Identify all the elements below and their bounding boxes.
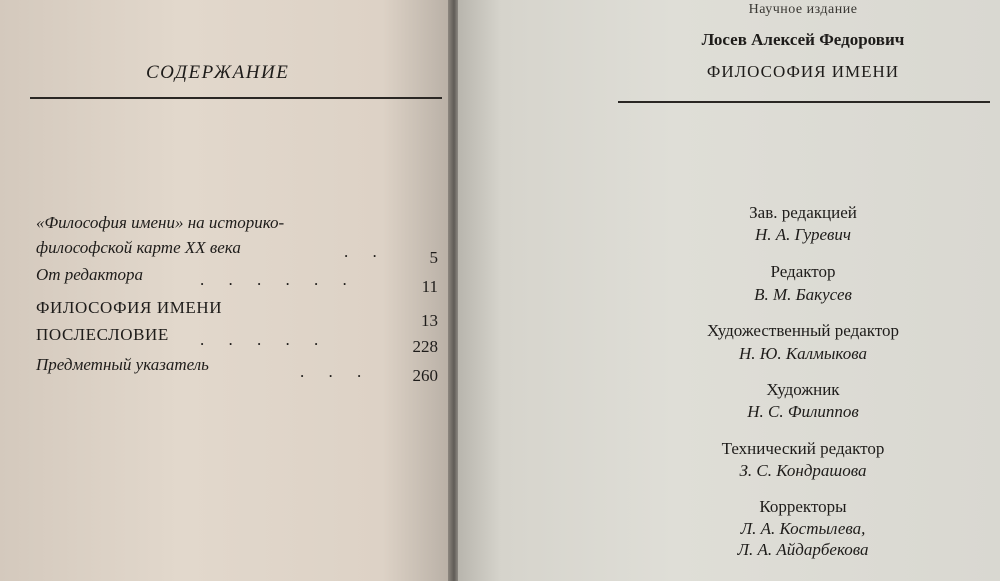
credit-name-head-of-editorial: Н. А. Гуревич [755, 225, 851, 244]
credit-role-art-editor: Художественный редактор [706, 321, 900, 340]
credit-role-artist: Художник [766, 380, 840, 399]
toc-page-4: 228 [412, 337, 438, 356]
toc-entry-5: Предметный указатель [36, 355, 209, 374]
credit-role-proofreaders: Корректоры [759, 497, 847, 516]
credit-name-technical-editor: З. С. Кондрашова [739, 461, 867, 480]
toc-leader-1: . . [344, 242, 387, 261]
toc-page-3: 13 [421, 311, 438, 330]
title-divider [618, 101, 990, 103]
author-name: Лосев Алексей Федорович [701, 30, 905, 49]
contents-divider [30, 97, 442, 99]
toc-entry-4: ПОСЛЕСЛОВИЕ [36, 325, 169, 344]
credit-name-artist: Н. С. Филиппов [747, 402, 859, 421]
toc-entry-1-line2: философской карте XX века [36, 238, 241, 257]
credit-role-head-of-editorial: Зав. редакцией [749, 203, 857, 222]
toc-leader-5: . . . [300, 362, 372, 381]
credit-name-proofreader-2: Л. А. Айдарбекова [737, 540, 869, 559]
toc-entry-3: ФИЛОСОФИЯ ИМЕНИ [36, 298, 223, 317]
toc-leader-4: . . . . . [200, 330, 329, 349]
credit-name-proofreader-1: Л. А. Костылева, [740, 519, 866, 538]
publication-type: Научное издание [748, 2, 858, 17]
toc-entry-1-line1: «Философия имени» на историко- [36, 213, 285, 232]
toc-leader-2: . . . . . . [200, 270, 357, 289]
toc-page-5: 260 [412, 366, 438, 385]
credit-role-editor: Редактор [770, 262, 836, 281]
credit-role-technical-editor: Технический редактор [721, 439, 885, 458]
credit-name-art-editor: Н. Ю. Калмыкова [739, 344, 867, 363]
toc-entry-2: От редактора [36, 265, 144, 284]
contents-heading: СОДЕРЖАНИЕ [146, 62, 290, 83]
toc-page-1: 5 [429, 248, 438, 267]
credit-name-editor: В. М. Бакусев [754, 285, 852, 304]
toc-page-2: 11 [421, 277, 438, 296]
book-title: ФИЛОСОФИЯ ИМЕНИ [706, 62, 900, 81]
